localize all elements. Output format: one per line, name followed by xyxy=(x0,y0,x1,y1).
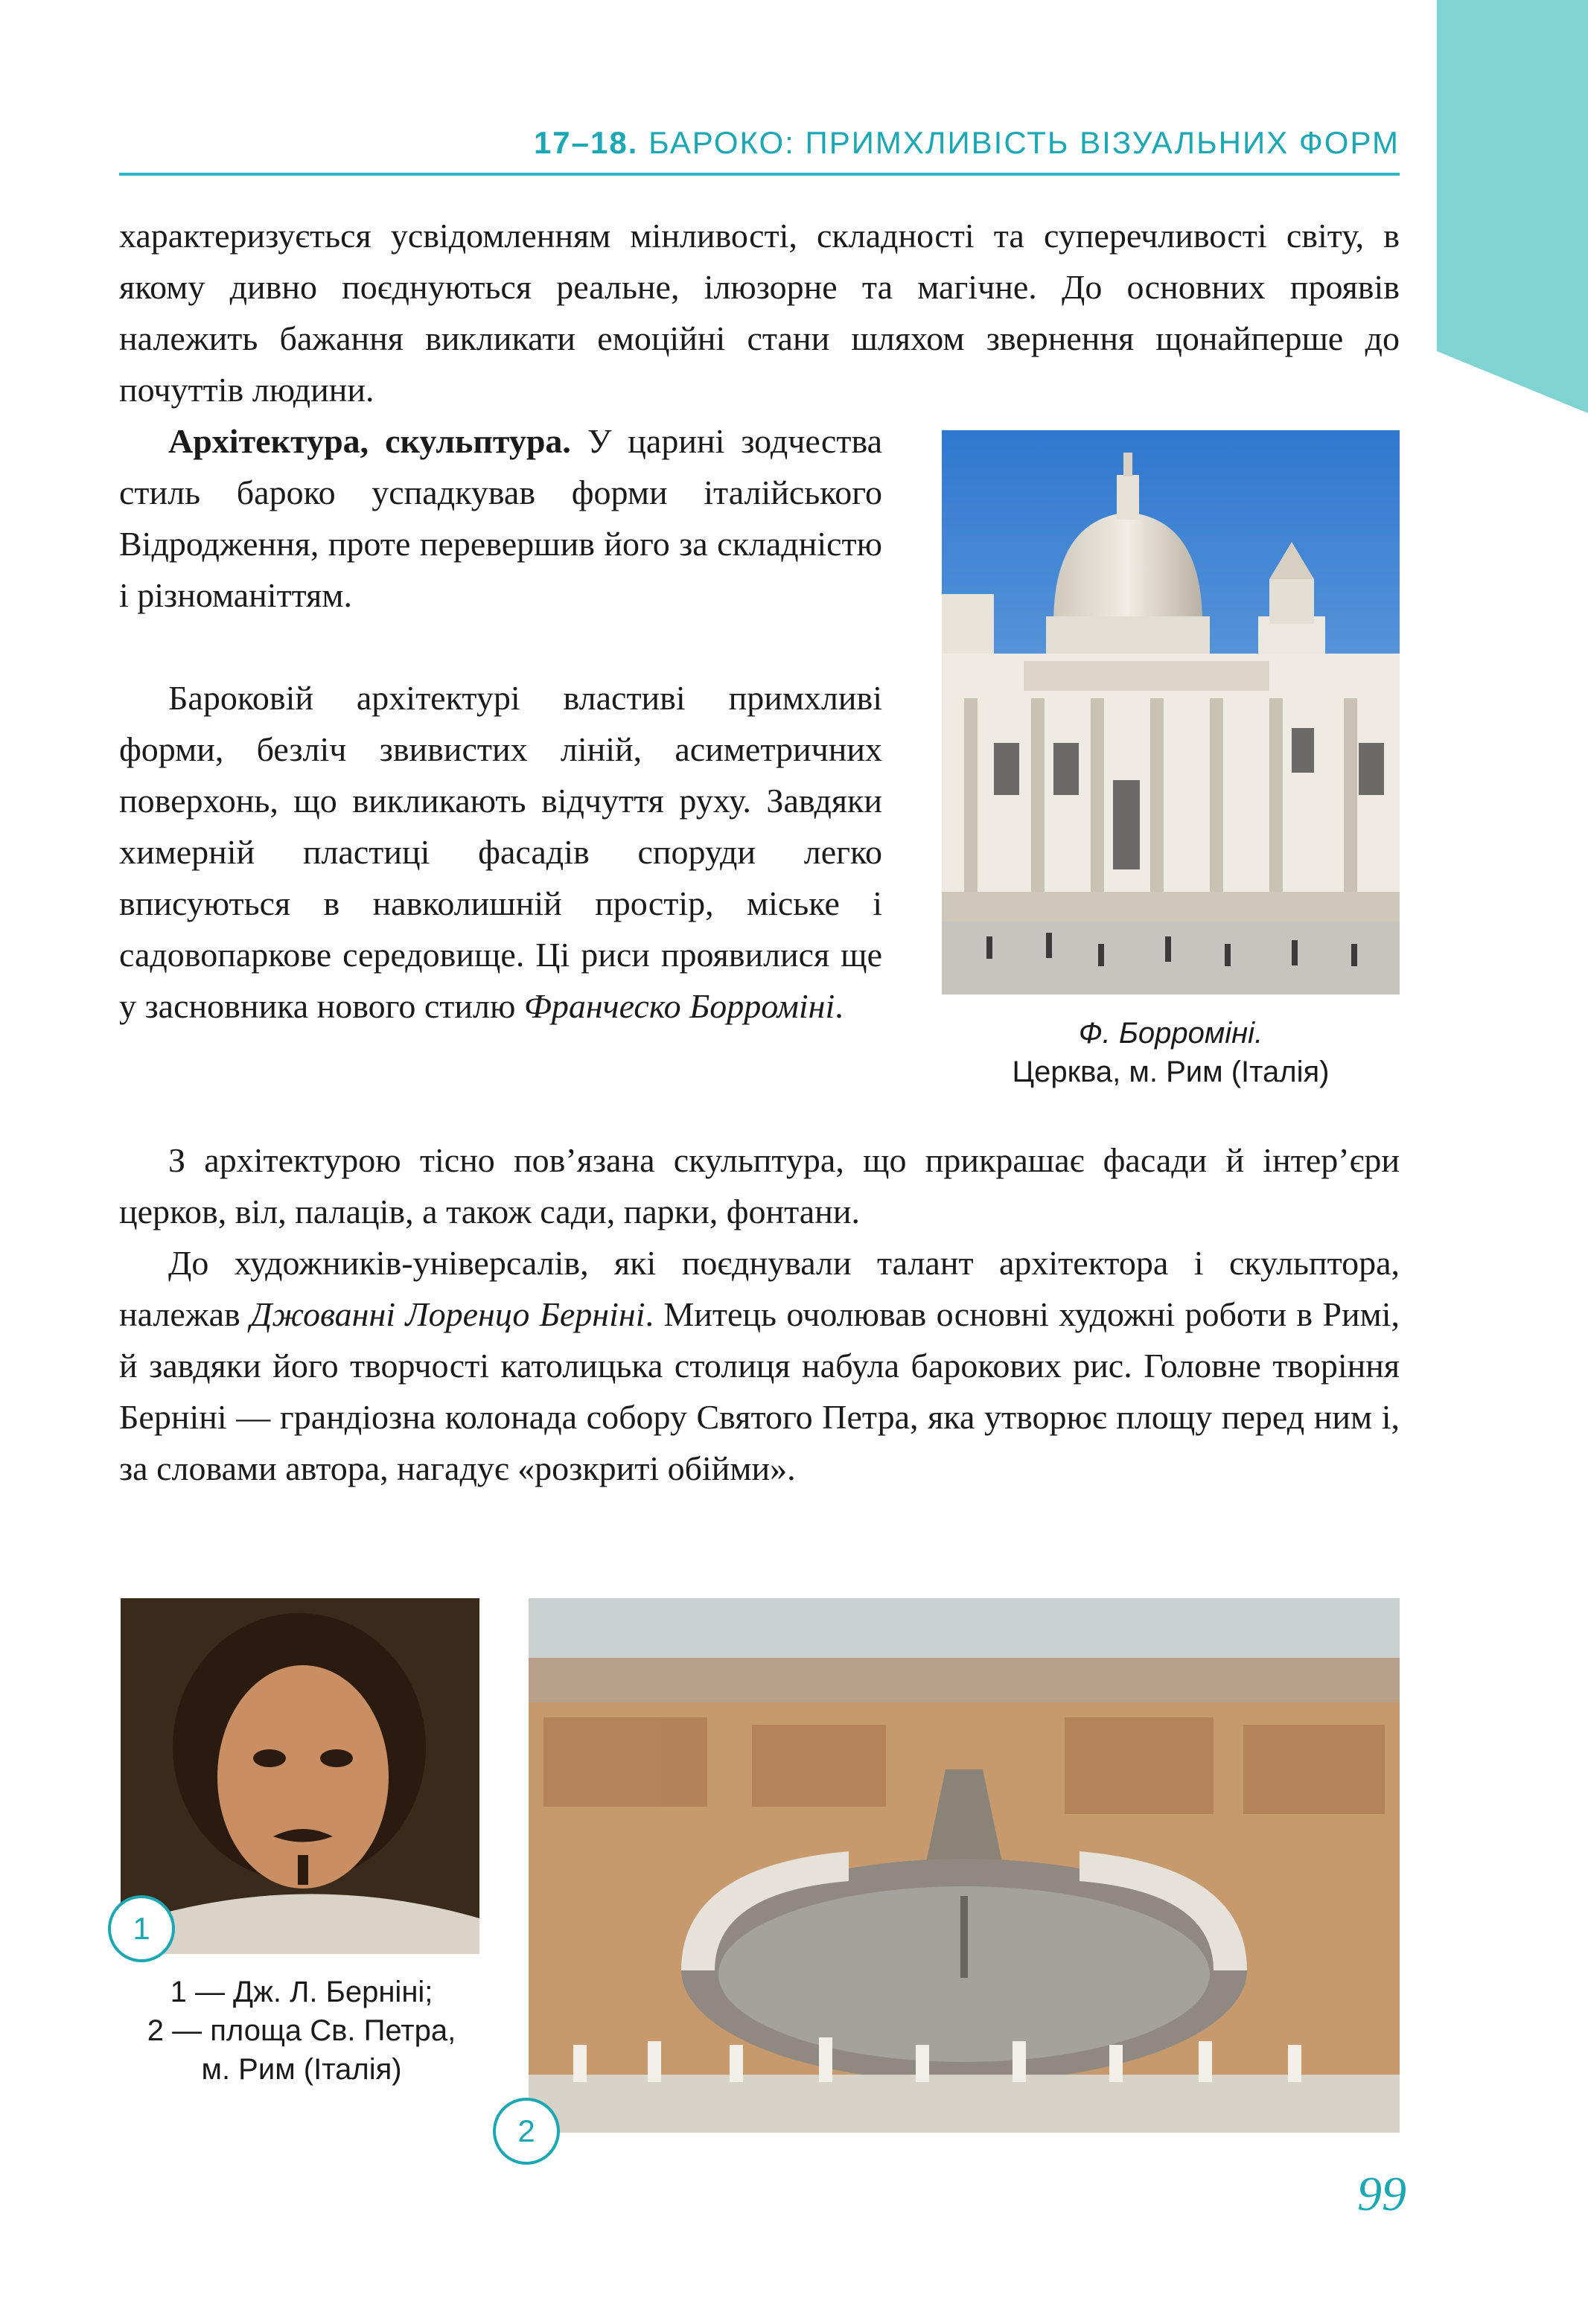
figures-caption xyxy=(112,1973,491,2089)
page-number: 99 xyxy=(1357,2167,1406,2221)
paragraph-baroque-forms-text: Бароковій архітектурі властиві примхливі форми, безліч звивистих ліній, асиметричних поверхонь, що викликають відчуття руху. Завдяки химерній пластиці фасадів споруди легко вписуються в навколишній простір, міське і садовопаркове середовище. Ці риси проявилися ще у засновника нового стилю xyxy=(119,679,882,1025)
paragraph-bernini-rest: . Митець очолював основні художні роботи в Римі, й завдяки його творчості католицька столиця набула барокових рис. Головне творіння Берніні — грандіозна колонада собору Святого Петра, яка утворює площу перед ним і, за словами автора, нагадує «розкриті обійми». xyxy=(119,1295,1400,1487)
figure-badge-2: 2 xyxy=(493,2098,560,2165)
bernini-illustration xyxy=(121,1598,479,1954)
header-rule xyxy=(119,173,1400,176)
church-caption-author: Ф. Борроміні. xyxy=(1078,1017,1263,1050)
church-caption-title: Церква, м. Рим (Італія) xyxy=(1012,1056,1330,1088)
bernini-portrait xyxy=(121,1598,479,1954)
bernini-name: Джованні Лоренцо Берніні xyxy=(250,1295,645,1333)
paragraph-sculpture: З архітектурою тісно пов’язана скульптура, що прикрашає фасади й інтер’єри церков, віл, палаців, а також сади, парки, фонтани. xyxy=(119,1141,1400,1230)
church-caption xyxy=(942,1014,1400,1091)
paragraph-bernini xyxy=(119,1237,1400,1494)
figure-badge-1: 1 xyxy=(108,1895,175,1962)
figures-caption-line2: 2 — площа Св. Петра, xyxy=(147,2014,456,2047)
st-peters-square-illustration xyxy=(529,1598,1400,2133)
chapter-number: 17–18. xyxy=(533,125,639,160)
chapter-tab xyxy=(1437,0,1588,413)
running-header xyxy=(119,125,1400,167)
church-photo xyxy=(942,430,1400,995)
figures-caption-line1: 1 — Дж. Л. Берніні; xyxy=(170,1976,433,2008)
church-illustration xyxy=(942,430,1400,995)
paragraph-baroque-forms-end: . xyxy=(835,987,844,1025)
section-intro: У царині зодчества стиль бароко успадкував форми італійського Відродження, проте перевершив його за складністю і різноманіттям. xyxy=(119,422,882,614)
paragraph-baroque-forms xyxy=(119,672,882,1032)
chapter-title: БАРОКО: ПРИМХЛИВІСТЬ ВІЗУАЛЬНИХ ФОРМ xyxy=(648,125,1400,160)
st-peters-square-photo xyxy=(529,1598,1400,2133)
paragraph-architecture xyxy=(119,415,882,621)
paragraph-bernini-start: До художників-універсалів, які поєднували талант архітектора і скульптора, належав xyxy=(119,1244,1400,1333)
section-heading: Архітектура, скульптура. xyxy=(168,422,571,460)
paragraph-intro: характеризується усвідомленням мінливості, складності та суперечливості світу, в якому дивно поєднуються реальне, ілюзорне та магічне. До основних проявів належить бажання викликати емоційні стани шляхом звернення щонайперше до почуттів людини. xyxy=(119,217,1400,409)
figures-caption-line3: м. Рим (Італія) xyxy=(201,2053,402,2086)
borromini-name: Франческо Борроміні xyxy=(523,987,835,1025)
